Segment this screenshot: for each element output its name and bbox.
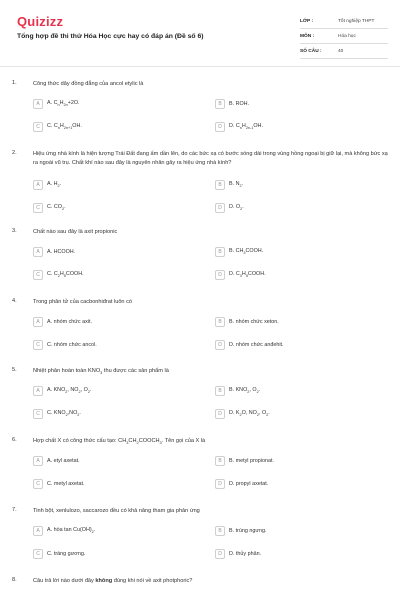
option-text: A. $H_2$. (47, 181, 62, 189)
answer-option-c[interactable] (33, 121, 82, 133)
answer-option-c[interactable] (33, 548, 85, 560)
option-letter-box: C (33, 122, 43, 132)
option-text: C. nhóm chức ancol. (47, 342, 97, 348)
option-letter-box: B (215, 456, 225, 466)
option-text: D. $C_3H_5COOH$. (229, 271, 266, 279)
option-letter-box: B (215, 526, 225, 536)
option-text: B. $N_2$. (229, 181, 244, 189)
header-divider (0, 66, 400, 67)
question-text: Nhiệt phân hoàn toàn $KNO_3$ thu được các sản phẩm là (33, 368, 169, 376)
option-letter-box: D (215, 340, 225, 350)
question-text: Câu trả lời nào dưới đây không đúng khi nói về axit photphoric? (33, 578, 193, 584)
option-text: B. trùng ngưng. (229, 528, 267, 534)
question-number: 8. (12, 577, 17, 583)
meta-value: Tốt nghiệp THPT (338, 18, 375, 24)
answer-option-c[interactable] (33, 202, 66, 214)
option-text: D. $K_2O$, $NO_2$, $O_2$. (229, 410, 270, 418)
question-number: 1. (12, 80, 17, 86)
answer-option-a[interactable] (33, 525, 95, 537)
question-number: 6. (12, 437, 17, 443)
option-text: D. thủy phân. (229, 551, 262, 557)
option-letter-box: B (215, 247, 225, 257)
option-text: D. nhóm chức anđehit. (229, 342, 284, 348)
question-text: Hợp chất X có công thức cấu tạo: $CH_3CH_2COOCH_3$. Tên gọi của X là (33, 438, 206, 446)
answer-option-b[interactable] (215, 385, 260, 397)
worksheet-meta (300, 14, 388, 59)
answer-option-a[interactable] (33, 98, 80, 110)
meta-row-count (300, 44, 388, 59)
answer-option-d[interactable] (215, 478, 268, 490)
answer-option-d[interactable] (215, 339, 284, 351)
option-text: C. $C_nH_{2n+1}OH$. (47, 123, 82, 131)
meta-value: 40 (338, 48, 344, 54)
question-text: Công thức dãy đồng đẳng của ancol etylic là (33, 81, 144, 87)
option-letter-box: D (215, 270, 225, 280)
option-text: B. metyl propionat. (229, 458, 274, 464)
question-text: Tinh bột, xenlulozo, saccarozo đều có khả năng tham gia phản ứng (33, 508, 200, 514)
option-text: A. nhóm chức axit. (47, 319, 92, 325)
worksheet-title: Tổng hợp đề thi thử Hóa Học cực hay có đáp án (Đề số 6) (17, 33, 204, 40)
answer-option-c[interactable] (33, 408, 81, 420)
option-text: D. $C_nH_{2n-1}OH$. (229, 123, 263, 131)
answer-option-d[interactable] (215, 121, 263, 133)
answer-option-b[interactable] (215, 246, 263, 258)
meta-key: SỐ CÂU : (300, 48, 322, 54)
option-letter-box: A (33, 180, 43, 190)
option-letter-box: D (215, 122, 225, 132)
option-letter-box: B (215, 386, 225, 396)
answer-option-a[interactable] (33, 246, 75, 258)
quizizz-logo: Quizizz (17, 14, 64, 29)
question-number: 3. (12, 228, 17, 234)
option-letter-box: C (33, 549, 43, 559)
option-letter-box: A (33, 526, 43, 536)
option-text: A. $KNO_2$, $NO_2$, $O_2$. (47, 387, 92, 395)
option-letter-box: D (215, 203, 225, 213)
option-letter-box: C (33, 203, 43, 213)
option-text: C. $C_2H_5COOH$. (47, 271, 84, 279)
option-letter-box: D (215, 409, 225, 419)
option-letter-box: A (33, 317, 43, 327)
option-letter-box: A (33, 99, 43, 109)
option-letter-box: B (215, 180, 225, 190)
answer-option-a[interactable] (33, 316, 92, 328)
answer-option-d[interactable] (215, 202, 244, 214)
option-text: A. $C_nH_{2n}+2O$. (47, 100, 80, 108)
answer-option-c[interactable] (33, 269, 84, 281)
answer-option-b[interactable] (215, 316, 279, 328)
question-number: 2. (12, 150, 17, 156)
answer-option-a[interactable] (33, 455, 80, 467)
question-number: 4. (12, 298, 17, 304)
option-text: B. $KNO_2$, $O_2$. (229, 387, 261, 395)
option-text: B. ROH. (229, 101, 250, 107)
option-text: C. $CO_2$. (47, 204, 66, 212)
meta-row-class (300, 14, 388, 29)
meta-key: LỚP : (300, 18, 314, 24)
answer-option-b[interactable] (215, 455, 274, 467)
meta-value: Hóa học (338, 33, 356, 39)
answer-option-a[interactable] (33, 385, 91, 397)
answer-option-c[interactable] (33, 339, 97, 351)
answer-option-d[interactable] (215, 269, 266, 281)
meta-key: MÔN : (300, 33, 315, 39)
option-letter-box: B (215, 317, 225, 327)
option-letter-box: B (215, 99, 225, 109)
question-text: Chất nào sau đây là axit propionic (33, 229, 118, 235)
option-letter-box: A (33, 247, 43, 257)
answer-option-d[interactable] (215, 408, 270, 420)
option-text: B. nhóm chức xeton. (229, 319, 279, 325)
answer-option-a[interactable] (33, 179, 61, 191)
option-text: A. etyl axetat. (47, 458, 80, 464)
question-number: 7. (12, 507, 17, 513)
option-letter-box: C (33, 340, 43, 350)
worksheet-header (0, 0, 400, 70)
question-number: 5. (12, 367, 17, 373)
answer-option-b[interactable] (215, 98, 249, 110)
option-text: C. tráng gương. (47, 551, 86, 557)
option-text: A. HCOOH. (47, 249, 76, 255)
answer-option-b[interactable] (215, 179, 243, 191)
option-text: D. $O_2$. (229, 204, 244, 212)
option-text: A. hòa $\tan Cu(OH)_2$. (47, 527, 96, 535)
meta-row-subject (300, 29, 388, 44)
option-text: D. propyl axetat. (229, 481, 269, 487)
answer-option-c[interactable] (33, 478, 84, 490)
question-text: Hiệu ứng nhà kính là hiện tượng Trái Đất đang ấm dần lên, do các bức xạ có bước sóng dài trong vùng hồng ngoại bị giữ lại, mà không bức xạ ra ngoài vũ trụ. Chất khí nào sau đây là nguyên nhân gây ra hiệu ứng nhà kính? (33, 151, 388, 166)
option-text: C. $KNO_2,NO_2$. (47, 410, 81, 418)
option-text: C. metyl axetat. (47, 481, 85, 487)
option-letter-box: C (33, 479, 43, 489)
answer-option-b[interactable] (215, 525, 266, 537)
option-letter-box: D (215, 549, 225, 559)
option-text: B. $CH_3COOH$. (229, 248, 264, 256)
answer-option-d[interactable] (215, 548, 261, 560)
option-letter-box: C (33, 270, 43, 280)
option-letter-box: C (33, 409, 43, 419)
option-letter-box: D (215, 479, 225, 489)
option-letter-box: A (33, 386, 43, 396)
option-letter-box: A (33, 456, 43, 466)
question-text: Trong phân tử của cacbonhiđrat luôn có (33, 299, 133, 305)
